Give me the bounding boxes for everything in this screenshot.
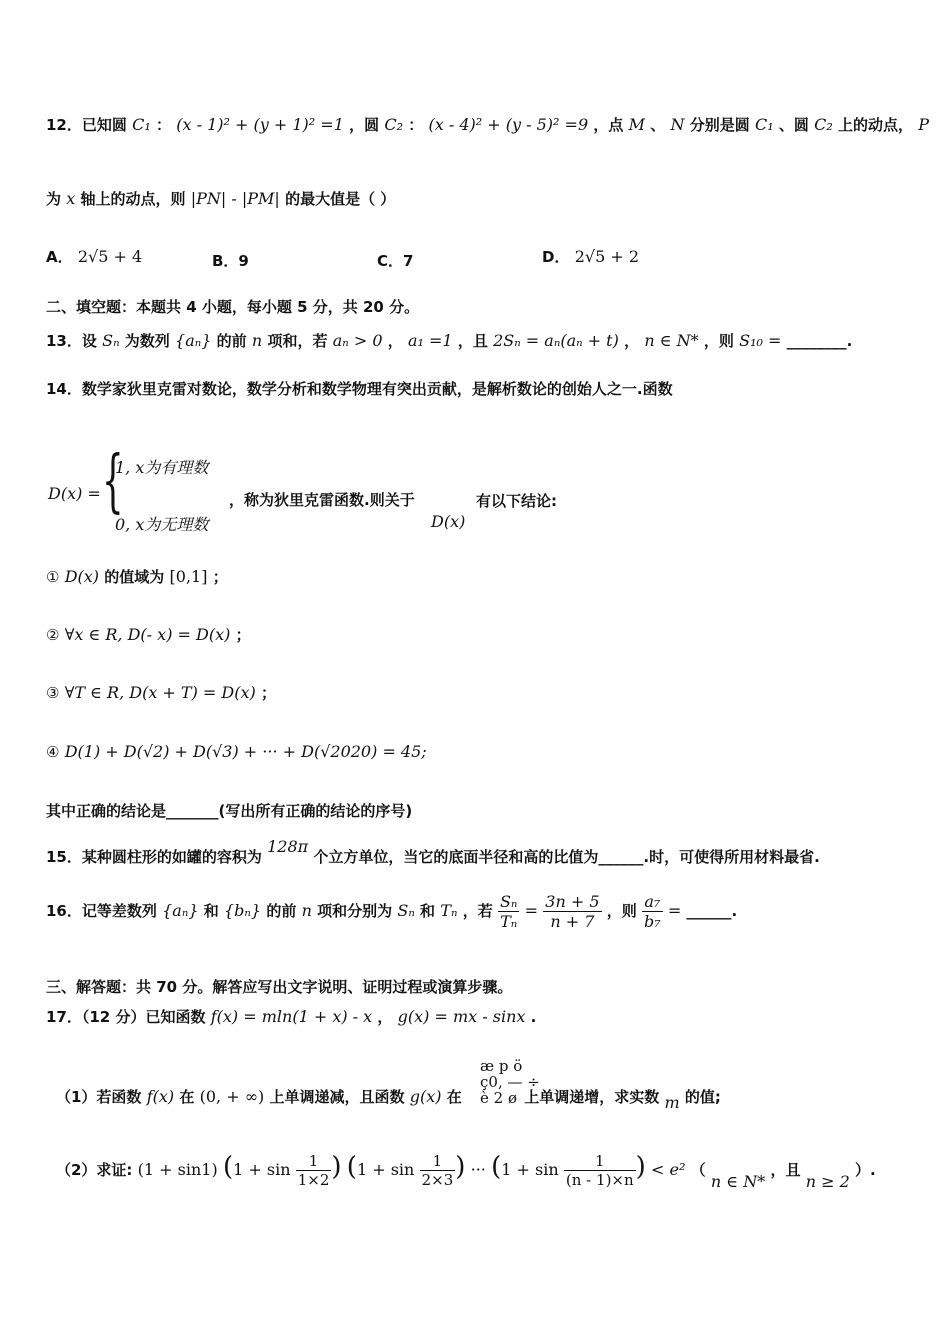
q14-intro: 14．数学家狄里克雷对数论，数学分析和数学物理有突出贡献，是解析数论的创始人之一.函数 <box>46 380 673 398</box>
item1-expr2: [0,1] <box>169 567 208 586</box>
section-3-heading: 三、解答题：共 70 分。解答应写出文字说明、证明过程或演算步骤。 <box>46 978 513 996</box>
option-a-label: A． <box>46 248 73 266</box>
q12-p: P <box>918 115 930 134</box>
q14-def-text: ，称为狄里克雷函数.则关于 <box>229 491 415 509</box>
item2-expr: ∀x ∈ R, D(- x) = D(x) <box>64 625 231 644</box>
q16-text5: 和 <box>420 902 436 920</box>
q12-option-a <box>46 246 142 267</box>
q15-text2: 个立方单位，当它的底面半径和高的比值为______.时，可使得所用材料最省. <box>313 848 820 866</box>
q17-line <box>46 1006 536 1027</box>
q13-sn: Sₙ <box>102 331 120 350</box>
q12-option-b <box>212 250 249 271</box>
q12-text: 12．已知圆 <box>46 116 127 134</box>
p2-frac2-den: 2×3 <box>421 1171 454 1189</box>
q16-frac1-num: Sₙ <box>499 892 518 911</box>
q16-sn: Sₙ <box>397 901 415 920</box>
option-a-value: 2√5 + 4 <box>77 247 143 266</box>
item1-end: ； <box>212 568 228 586</box>
q12-l2-text: 为 <box>46 190 62 208</box>
p1-text6: 的值; <box>684 1088 721 1106</box>
q12-colon: ： <box>156 116 172 134</box>
q17-f: f(x) = mln(1 + x) - x <box>210 1007 373 1026</box>
q14-brace: { <box>102 442 124 521</box>
item2-end: ； <box>235 626 251 644</box>
q16-tn: Tₙ <box>440 901 458 920</box>
q16-text3: 的前 <box>266 902 297 920</box>
q16-frac1-den: Tₙ <box>500 912 518 931</box>
p2-paren-close-1: ) <box>331 1152 342 1182</box>
q16-blank: ______. <box>686 902 738 920</box>
p2-frac1-den: 1×2 <box>297 1171 330 1189</box>
p2-lt: < e² <box>651 1160 686 1179</box>
q12-text5: 、圆 <box>778 116 809 134</box>
item3-expr: ∀T ∈ R, D(x + T) = D(x) <box>64 683 256 702</box>
q13-cond3: 2Sₙ = aₙ(aₙ + t) <box>493 331 619 350</box>
q14-def-text2: 有以下结论: <box>476 492 557 510</box>
q12-colon2: ： <box>408 116 424 134</box>
q16-frac2-num: 3n + 5 <box>545 892 600 911</box>
p2-paren-close-3: ) <box>635 1152 646 1182</box>
q14-item-3 <box>46 682 276 703</box>
p2-term3: 1 + sin <box>501 1160 559 1179</box>
q16-frac2-den: n + 7 <box>550 912 595 931</box>
q14-conclusion: 其中正确的结论是_______(写出所有正确的结论的序号) <box>46 802 413 820</box>
p1-int2-mid: ç0, — ÷ <box>480 1073 540 1091</box>
q17-text: 17．（12 分）已知函数 <box>46 1008 206 1026</box>
q14-def-lhs: D(x) = <box>48 484 101 503</box>
q12-text6: 上的动点， <box>838 116 914 134</box>
q13-cond4: n ∈ N* <box>644 331 699 350</box>
q17-comma: ， <box>377 1008 393 1026</box>
q13-cond2: a₁ =1 <box>407 331 453 350</box>
p1-text5: 上单调递增，求实数 <box>524 1088 660 1106</box>
item3-end: ； <box>260 684 276 702</box>
p2-cond1: n ∈ N* <box>710 1172 766 1191</box>
p2-frac3-den: (n - 1)×n <box>565 1171 634 1189</box>
q13-text3: 的前 <box>216 332 247 350</box>
q16-eq2: = <box>667 901 682 920</box>
q13-cond1: aₙ > 0 <box>332 331 383 350</box>
p1-m: m <box>664 1093 680 1112</box>
q16-text: 16．记等差数列 <box>46 902 157 920</box>
q13-text5: ，且 <box>457 332 488 350</box>
q12-text2: ，圆 <box>349 116 380 134</box>
q14-item-2 <box>46 624 251 645</box>
item2-num: ② <box>46 626 60 644</box>
q12-c2: C₂ <box>384 115 404 134</box>
p2-frac3-num: 1 <box>564 1152 636 1171</box>
q16-text2: 和 <box>203 902 219 920</box>
p2-paren-open-1: ( <box>222 1152 234 1182</box>
q13-comma: ， <box>387 332 403 350</box>
q16-an: {aₙ} <box>162 901 199 920</box>
q12-option-d <box>542 246 639 267</box>
p1-g: g(x) <box>409 1087 442 1106</box>
q12-c1: C₁ <box>132 115 151 134</box>
q12-l2-text2: 轴上的动点，则 <box>80 190 186 208</box>
p2-frac1 <box>296 1152 332 1189</box>
p1-text3: 上单调递减，且函数 <box>269 1088 405 1106</box>
q12-l2-expr: |PN| - |PM| <box>190 189 280 208</box>
option-c-label: C．7 <box>377 252 414 270</box>
p2-frac1-num: 1 <box>296 1152 332 1171</box>
q16-frac1 <box>498 892 519 931</box>
p2-paren-close-2: ) <box>455 1152 466 1182</box>
q14-case1: 1, x为有理数 <box>115 458 209 477</box>
q12-l2-x: x <box>66 189 76 208</box>
p1-text4: 在 <box>446 1088 462 1106</box>
q12-text3: ，点 <box>593 116 624 134</box>
q14-item-4 <box>46 742 427 761</box>
q14-dx: D(x) <box>431 512 466 531</box>
q15-text: 15．某种圆柱形的如罐的容积为 <box>46 848 262 866</box>
q12-c2b: C₂ <box>814 115 833 134</box>
q13-text2: 为数列 <box>124 332 170 350</box>
q17-part2 <box>56 1152 876 1189</box>
q13-s10: S₁₀ = <box>739 331 782 350</box>
p1-int2-top: æ p ö <box>480 1057 523 1075</box>
item1-text: 的值域为 <box>104 568 165 586</box>
q16-text7: ，则 <box>606 902 637 920</box>
item4-num: ④ <box>46 743 60 761</box>
q12-c1b: C₁ <box>754 115 774 134</box>
q13-n: n <box>251 331 263 350</box>
q12-m: M <box>628 115 645 134</box>
p2-text: （2）求证: <box>56 1161 133 1179</box>
q16-n: n <box>301 901 312 920</box>
section-2-heading: 二、填空题：本题共 4 小题，每小题 5 分，共 20 分。 <box>46 298 420 316</box>
item1-num: ① <box>46 568 60 586</box>
item3-num: ③ <box>46 684 60 702</box>
p1-f: f(x) <box>146 1087 175 1106</box>
p2-e1: (1 + sin1) <box>137 1160 218 1179</box>
p2-frac3 <box>564 1152 636 1189</box>
q16-frac3-num: a₇ <box>642 892 663 912</box>
q16-eq: = <box>524 901 539 920</box>
q16-text4: 项和分别为 <box>317 902 393 920</box>
q17-part1 <box>56 1086 721 1112</box>
q12-text4: 分别是圆 <box>689 116 750 134</box>
p2-paren-open-2: ( <box>346 1152 357 1182</box>
p2-paren-open-3: ( <box>491 1152 502 1182</box>
option-b-label: B．9 <box>212 252 249 270</box>
q13-text: 13．设 <box>46 332 97 350</box>
item1-expr: D(x) <box>64 567 100 586</box>
q16-bn: {bₙ} <box>223 901 262 920</box>
p2-dots: ··· <box>470 1160 486 1179</box>
q17-period: . <box>530 1008 537 1026</box>
q14-case2: 0, x为无理数 <box>115 515 209 534</box>
q13-line <box>46 330 852 351</box>
q12-eq1: (x - 1)² + (y + 1)² =1 <box>176 115 344 134</box>
p2-frac2-num: 1 <box>420 1152 456 1171</box>
p2-text3: ，且 <box>770 1161 801 1179</box>
q12-sep: 、 <box>650 116 666 134</box>
q16-frac2 <box>543 892 601 931</box>
q12-l2-text3: 的最大值是（ ） <box>285 190 396 208</box>
q14-item-1 <box>46 566 228 587</box>
item4-expr: D(1) + D(√2) + D(√3) + ··· + D(√2020) = 45; <box>64 742 427 761</box>
p2-term1: 1 + sin <box>233 1160 291 1179</box>
p2-text2: （ <box>690 1161 706 1179</box>
q13-text4: 项和，若 <box>267 332 328 350</box>
q12-option-c <box>377 250 413 271</box>
q17-g: g(x) = mx - sinx <box>397 1007 526 1026</box>
q16-text6: ，若 <box>462 902 493 920</box>
q16-frac3 <box>642 892 663 931</box>
p2-frac2 <box>420 1152 456 1189</box>
p1-int2 <box>480 1058 540 1106</box>
option-d-label: D． <box>542 248 570 266</box>
p1-int1: (0, + ∞) <box>199 1087 265 1106</box>
q15-vol: 128π <box>267 837 309 856</box>
q12-n: N <box>670 115 685 134</box>
q13-comma2: ， <box>624 332 640 350</box>
q12-line2 <box>46 188 395 209</box>
q16-frac3-den: b₇ <box>644 912 661 931</box>
p1-int2-bot: è 2 ø <box>480 1089 517 1107</box>
q13-an: {aₙ} <box>175 331 212 350</box>
p1-text2: 在 <box>179 1088 195 1106</box>
q16-line <box>46 892 737 931</box>
q12-line1 <box>46 114 929 135</box>
option-d-value: 2√5 + 2 <box>574 247 639 266</box>
p2-text4: ）. <box>855 1161 876 1179</box>
p1-text: （1）若函数 <box>56 1088 142 1106</box>
p2-term2: 1 + sin <box>356 1160 415 1179</box>
q15-line <box>46 837 820 867</box>
q12-eq2: (x - 4)² + (y - 5)² =9 <box>428 115 589 134</box>
q13-text6: ，则 <box>703 332 734 350</box>
q13-blank: ________. <box>786 332 853 350</box>
p2-cond2: n ≥ 2 <box>805 1172 850 1191</box>
